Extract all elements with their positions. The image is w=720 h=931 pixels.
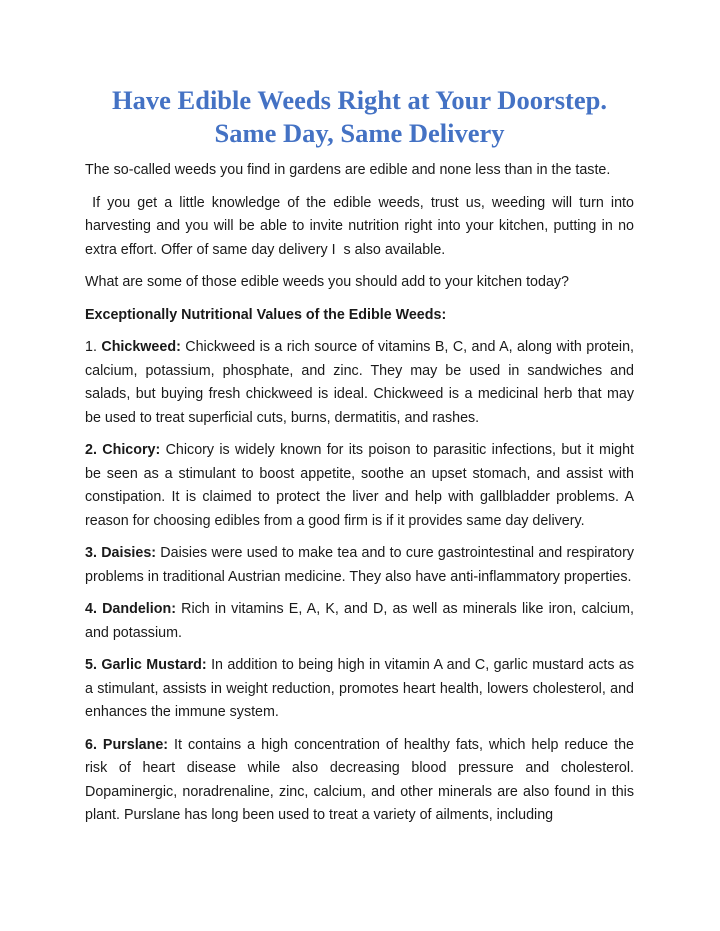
item-number: 3. bbox=[85, 545, 102, 561]
section-heading: Exceptionally Nutritional Values of the Edible Weeds: bbox=[85, 306, 447, 323]
weed-item-dandelion bbox=[85, 598, 634, 645]
document-page bbox=[85, 84, 638, 837]
item-name: Daisies: bbox=[101, 545, 157, 561]
item-name: Chickweed: bbox=[101, 339, 181, 355]
item-name: Chicory: bbox=[102, 442, 161, 458]
item-number: 1. bbox=[85, 339, 102, 355]
intro-paragraph-1: The so-called weeds you find in gardens are edible and none less than in the taste. bbox=[85, 162, 611, 178]
item-name: Purslane: bbox=[102, 736, 169, 753]
title-line-1: Have Edible Weeds Right at Your Doorstep. bbox=[112, 85, 607, 115]
item-text: In addition to being high in vitamin A and C, garlic mustard acts as a stimulant, assists in weight reduction, promotes heart health, lowers cholesterol, and enhances the immune system. bbox=[85, 657, 634, 720]
weed-item-purslane bbox=[85, 734, 634, 828]
item-text: Chickweed is a rich source of vitamins B, C, and A, along with protein, calcium, potassium, phosphate, and zinc. They may be used in sandwiches and salads, but buying fresh chickweed is ideal. Chickweed is a medicinal herb that may be used to treat superficial cuts, burns, dermatitis, and rashes. bbox=[85, 339, 634, 426]
intro-paragraph-3: What are some of those edible weeds you should add to your kitchen today? bbox=[85, 274, 570, 290]
item-text: Daisies were used to make tea and to cure gastrointestinal and respiratory problems in traditional Austrian medicine. They also have anti-inflammatory properties. bbox=[85, 545, 634, 585]
item-text: Rich in vitamins E, A, K, and D, as well as minerals like iron, calcium, and potassium. bbox=[85, 601, 634, 641]
page-title bbox=[85, 84, 634, 150]
item-name: Dandelion: bbox=[102, 601, 176, 617]
intro-paragraph-2: If you get a little knowledge of the edible weeds, trust us, weeding will turn into harvesting and you will be able to invite nutrition right into your kitchen, putting in no extra effort. Offer of same day delivery I s also available. bbox=[85, 194, 638, 258]
item-name: Garlic Mustard: bbox=[101, 657, 207, 673]
weed-item-chicory bbox=[85, 439, 634, 533]
item-number: 5. bbox=[85, 657, 102, 673]
title-line-2: Same Day, Same Delivery bbox=[214, 118, 505, 148]
weed-item-daisies bbox=[85, 542, 634, 589]
item-number: 2. bbox=[85, 442, 103, 458]
weed-item-garlic-mustard bbox=[85, 654, 634, 725]
item-text: Chicory is widely known for its poison to parasitic infections, but it might be seen as a stimulant to boost appetite, soothe an upset stomach, and assist with constipation. It is claimed to protect the liver and help with gallbladder problems. A reason for choosing edibles from a good firm is if it provides same day delivery. bbox=[85, 442, 634, 529]
item-number: 6. bbox=[85, 736, 103, 753]
weed-item-chickweed bbox=[85, 336, 634, 430]
item-number: 4. bbox=[85, 601, 103, 617]
item-text: It contains a high concentration of healthy fats, which help reduce the risk of heart disease while also decreasing blood pressure and cholesterol. Dopaminergic, noradrenaline, zinc, calcium, and other minerals are also found in this plant. Purslane has long been used to treat a variety of ailments, including bbox=[85, 736, 634, 823]
